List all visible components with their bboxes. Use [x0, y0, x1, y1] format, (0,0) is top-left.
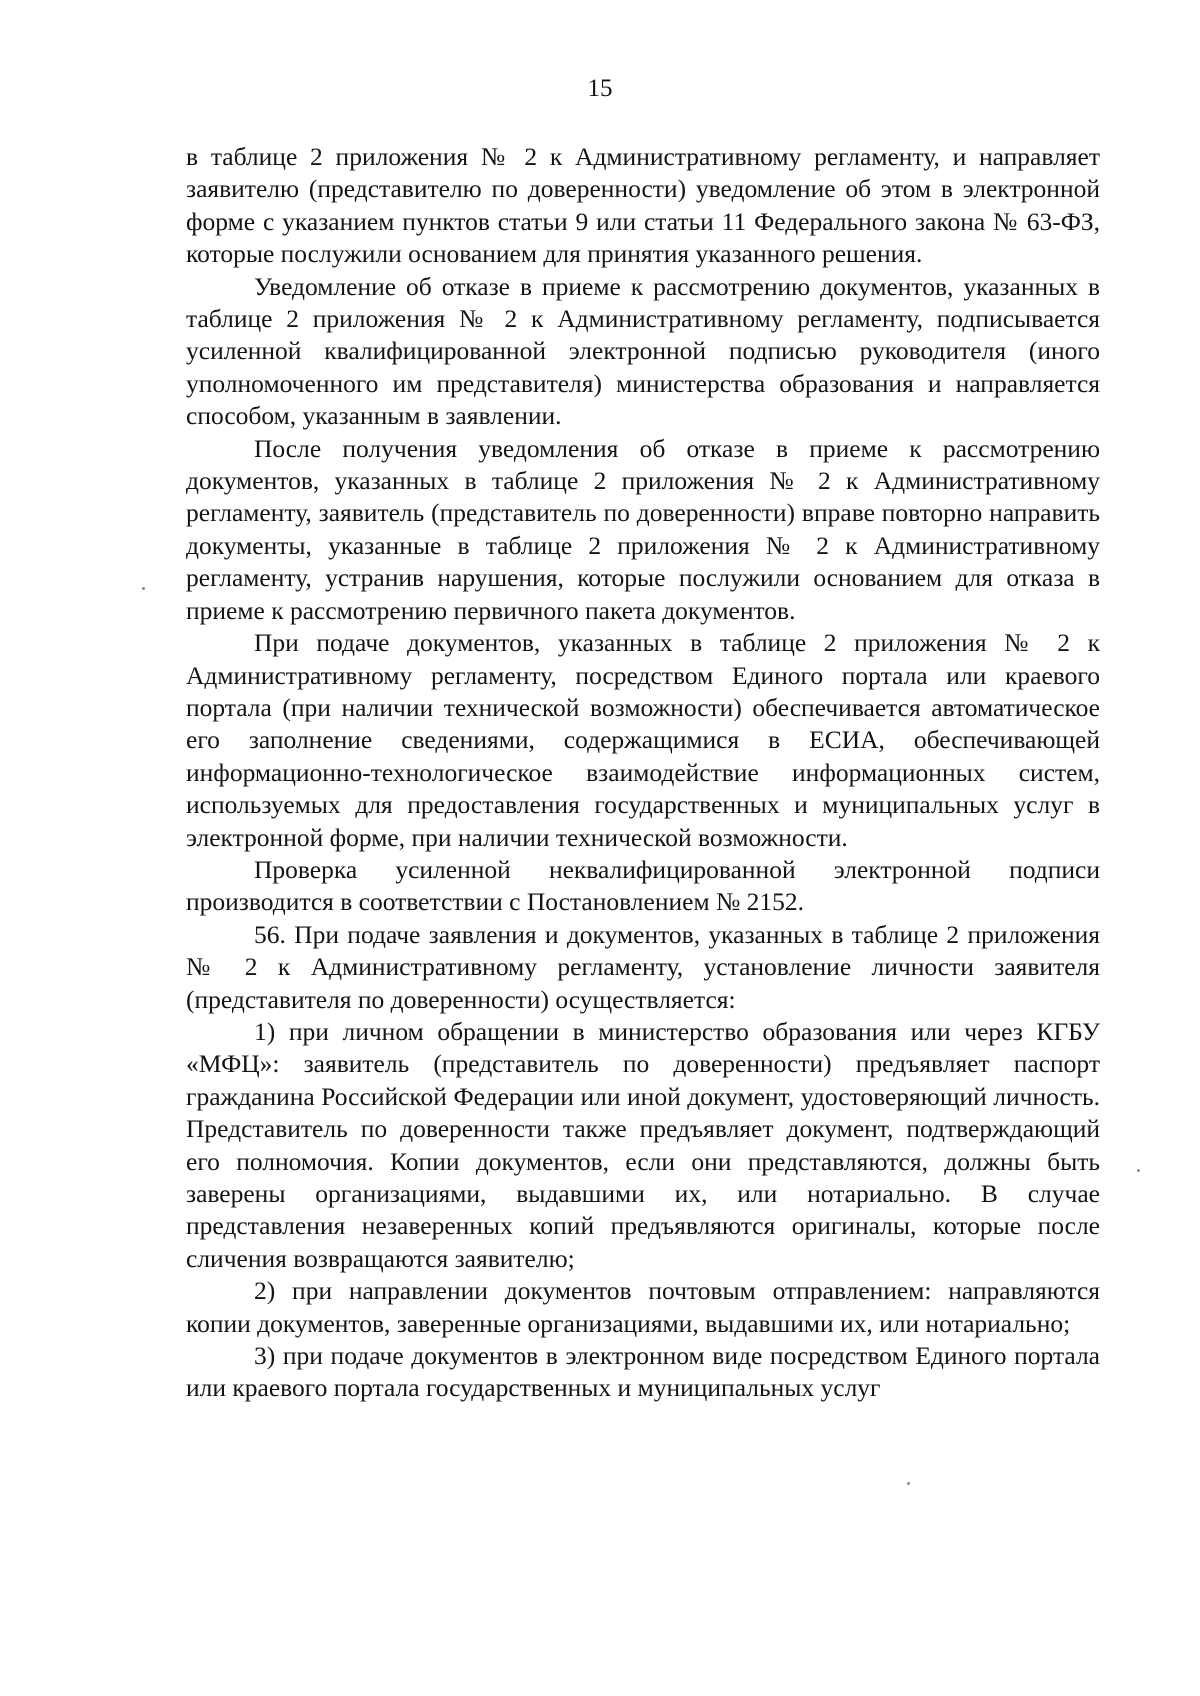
paragraph-8: 2) при направлении документов почтовым отправлением: направляются копии документов, заверенные организациями, выдавшими их, или нотариально;: [186, 1276, 1100, 1338]
document-body: [186, 141, 1100, 1405]
scan-speck: [142, 587, 145, 590]
paragraph-1: в таблице 2 приложения № 2 к Административному регламенту, и направляет заявителю (представителю по доверенности) уведомление об этом в электронной форме с указанием пунктов статьи 9 или статьи 11 Федерального закона № 63-ФЗ, которые послужили основанием для принятия указанного решения.: [186, 142, 1100, 269]
scan-speck: [907, 1482, 910, 1485]
page-number: 15: [587, 75, 613, 102]
paragraph-4: При подаче документов, указанных в таблице 2 приложения № 2 к Административному регламенту, посредством Единого портала или краевого портала (при наличии технической возможности) обеспечивается автоматическое его заполнение сведениями, содержащимися в ЕСИА, обеспечивающей информационно-технологическое взаимодействие информационных систем, используемых для предоставления государственных и муниципальных услуг в электронной форме, при наличии технической возможности.: [186, 628, 1100, 852]
paragraph-2: Уведомление об отказе в приеме к рассмотрению документов, указанных в таблице 2 приложения № 2 к Административному регламенту, подписывается усиленной квалифицированной электронной подписью руководителя (иного уполномоченного им представителя) министерства образования и направляется способом, указанным в заявлении.: [186, 271, 1100, 431]
paragraph-3: После получения уведомления об отказе в приеме к рассмотрению документов, указанных в таблице 2 приложения № 2 к Административному регламенту, заявитель (представитель по доверенности) вправе повторно направить документы, указанные в таблице 2 приложения № 2 к Административному регламенту, устранив нарушения, которые послужили основанием для отказа в приеме к рассмотрению первичного пакета документов.: [186, 433, 1100, 625]
paragraph-9: 3) при подаче документов в электронном виде посредством Единого портала или краевого портала государственных и муниципальных услуг: [186, 1341, 1100, 1403]
paragraph-7: 1) при личном обращении в министерство образования или через КГБУ «МФЦ»: заявитель (представитель по доверенности) предъявляет паспорт гражданина Российской Федерации или иной документ, удостоверяющий личность. Представитель по доверенности также предъявляет документ, подтверждающий его полномочия. Копии документов, если они представляются, должны быть заверены организациями, выдавшими их, или нотариально. В случае представления незаверенных копий предъявляются оригиналы, которые после сличения возвращаются заявителю;: [186, 1016, 1100, 1273]
scan-speck: [1137, 1169, 1140, 1172]
paragraph-5: Проверка усиленной неквалифицированной электронной подписи производится в соответствии с Постановлением № 2152.: [186, 854, 1100, 917]
paragraph-6: 56. При подаче заявления и документов, указанных в таблице 2 приложения № 2 к Административному регламенту, установление личности заявителя (представителя по доверенности) осуществляется:: [186, 919, 1100, 1014]
